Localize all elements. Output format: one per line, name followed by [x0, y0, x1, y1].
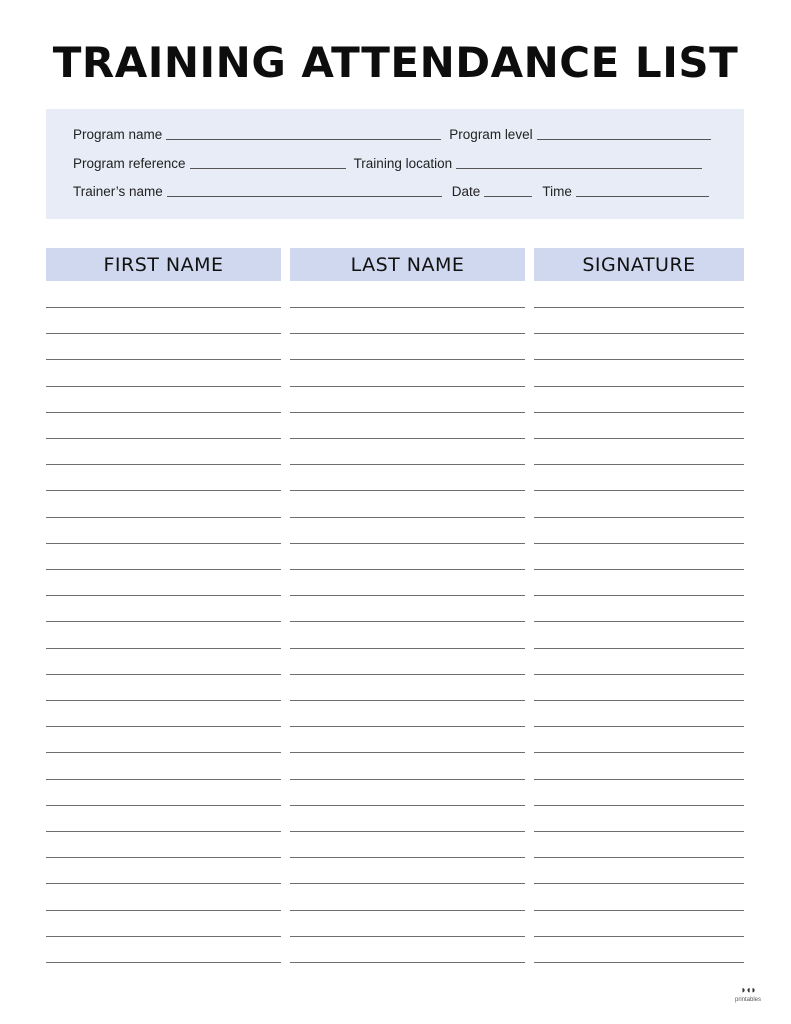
signature-entry-line[interactable]	[534, 621, 744, 622]
info-row-reference	[73, 154, 718, 172]
first-name-entry-line[interactable]	[46, 569, 281, 570]
time-label: Time	[542, 184, 572, 199]
last-name-entry-line[interactable]	[290, 569, 525, 570]
last-name-entry-line[interactable]	[290, 595, 525, 596]
signature-entry-line[interactable]	[534, 438, 744, 439]
first-name-entry-line[interactable]	[46, 700, 281, 701]
last-name-entry-line[interactable]	[290, 333, 525, 334]
signature-entry-line[interactable]	[534, 543, 744, 544]
last-name-entry-line[interactable]	[290, 831, 525, 832]
last-name-entry-line[interactable]	[290, 648, 525, 649]
signature-entry-line[interactable]	[534, 569, 744, 570]
last-name-entry-line[interactable]	[290, 962, 525, 963]
last-name-entry-line[interactable]	[290, 857, 525, 858]
last-name-entry-line[interactable]	[290, 779, 525, 780]
program-name-field[interactable]	[166, 139, 441, 140]
signature-entry-line[interactable]	[534, 779, 744, 780]
first-name-entry-line[interactable]	[46, 386, 281, 387]
first-name-entry-line[interactable]	[46, 543, 281, 544]
last-name-entry-line[interactable]	[290, 726, 525, 727]
first-name-entry-line[interactable]	[46, 910, 281, 911]
first-name-entry-line[interactable]	[46, 674, 281, 675]
first-name-entry-line[interactable]	[46, 621, 281, 622]
info-row-trainer	[73, 182, 718, 200]
first-name-entry-line[interactable]	[46, 648, 281, 649]
first-name-entry-line[interactable]	[46, 752, 281, 753]
last-name-entry-line[interactable]	[290, 674, 525, 675]
last-name-entry-line[interactable]	[290, 752, 525, 753]
last-name-entry-line[interactable]	[290, 700, 525, 701]
printables-logo-mark: ◗◖◗	[740, 985, 756, 996]
time-field[interactable]	[576, 196, 709, 197]
first-name-entry-line[interactable]	[46, 831, 281, 832]
signature-entry-line[interactable]	[534, 464, 744, 465]
page-title: TRAINING ATTENDANCE LIST	[52, 38, 739, 87]
printables-brand-text: printables	[734, 997, 761, 1003]
column-header-signature: SIGNATURE	[534, 248, 744, 281]
signature-entry-line[interactable]	[534, 359, 744, 360]
signature-entry-line[interactable]	[534, 936, 744, 937]
signature-entry-line[interactable]	[534, 648, 744, 649]
last-name-entry-line[interactable]	[290, 386, 525, 387]
signature-entry-line[interactable]	[534, 412, 744, 413]
last-name-entry-line[interactable]	[290, 307, 525, 308]
first-name-entry-line[interactable]	[46, 307, 281, 308]
program-reference-label: Program reference	[73, 156, 186, 171]
last-name-entry-line[interactable]	[290, 621, 525, 622]
first-name-entry-line[interactable]	[46, 805, 281, 806]
last-name-entry-line[interactable]	[290, 805, 525, 806]
first-name-entry-line[interactable]	[46, 517, 281, 518]
signature-entry-line[interactable]	[534, 307, 744, 308]
last-name-entry-line[interactable]	[290, 438, 525, 439]
first-name-entry-line[interactable]	[46, 412, 281, 413]
last-name-entry-line[interactable]	[290, 490, 525, 491]
printables-logo	[728, 985, 768, 1009]
last-name-entry-line[interactable]	[290, 936, 525, 937]
program-level-field[interactable]	[537, 139, 711, 140]
training-location-field[interactable]	[456, 168, 702, 169]
trainers-name-field[interactable]	[167, 196, 442, 197]
program-info-box	[46, 109, 744, 219]
signature-entry-line[interactable]	[534, 386, 744, 387]
first-name-entry-line[interactable]	[46, 726, 281, 727]
signature-entry-line[interactable]	[534, 726, 744, 727]
date-field[interactable]	[484, 196, 532, 197]
last-name-entry-line[interactable]	[290, 464, 525, 465]
signature-entry-line[interactable]	[534, 857, 744, 858]
first-name-entry-line[interactable]	[46, 464, 281, 465]
date-label: Date	[451, 184, 481, 199]
signature-entry-line[interactable]	[534, 674, 744, 675]
program-level-label: Program level	[449, 127, 533, 142]
last-name-entry-line[interactable]	[290, 412, 525, 413]
first-name-entry-line[interactable]	[46, 595, 281, 596]
first-name-entry-line[interactable]	[46, 962, 281, 963]
last-name-entry-line[interactable]	[290, 883, 525, 884]
signature-entry-line[interactable]	[534, 831, 744, 832]
signature-entry-line[interactable]	[534, 752, 744, 753]
first-name-entry-line[interactable]	[46, 359, 281, 360]
signature-entry-line[interactable]	[534, 700, 744, 701]
first-name-entry-line[interactable]	[46, 883, 281, 884]
program-name-label: Program name	[73, 127, 163, 142]
first-name-entry-line[interactable]	[46, 438, 281, 439]
info-row-program	[73, 125, 718, 143]
signature-entry-line[interactable]	[534, 517, 744, 518]
signature-entry-line[interactable]	[534, 962, 744, 963]
last-name-entry-line[interactable]	[290, 359, 525, 360]
last-name-entry-line[interactable]	[290, 517, 525, 518]
first-name-entry-line[interactable]	[46, 857, 281, 858]
first-name-entry-line[interactable]	[46, 490, 281, 491]
signature-entry-line[interactable]	[534, 490, 744, 491]
first-name-entry-line[interactable]	[46, 333, 281, 334]
training-location-label: Training location	[353, 156, 453, 171]
first-name-entry-line[interactable]	[46, 936, 281, 937]
last-name-entry-line[interactable]	[290, 543, 525, 544]
first-name-entry-line[interactable]	[46, 779, 281, 780]
column-header-first-name: FIRST NAME	[46, 248, 281, 281]
signature-entry-line[interactable]	[534, 333, 744, 334]
trainers-name-label: Trainer’s name	[73, 184, 163, 199]
signature-entry-line[interactable]	[534, 910, 744, 911]
signature-entry-line[interactable]	[534, 883, 744, 884]
signature-entry-line[interactable]	[534, 595, 744, 596]
last-name-entry-line[interactable]	[290, 910, 525, 911]
program-reference-field[interactable]	[190, 168, 346, 169]
signature-entry-line[interactable]	[534, 805, 744, 806]
column-header-last-name: LAST NAME	[290, 248, 525, 281]
